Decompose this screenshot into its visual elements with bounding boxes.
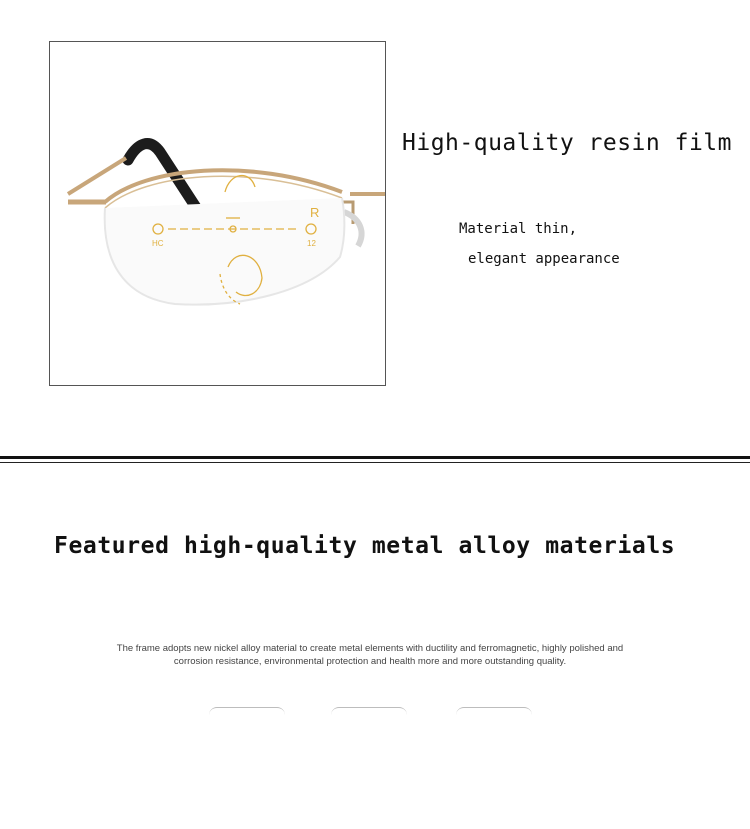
section-divider-thin (0, 462, 750, 463)
resin-film-heading: High-quality resin film (402, 130, 732, 156)
lens-mark-hc: HC (152, 239, 164, 248)
detail-thumbnail-2 (331, 707, 407, 720)
description-line-2: corrosion resistance, environmental protection and health more and more outstanding quality. (173, 656, 567, 667)
lens-mark-12: 12 (307, 239, 316, 248)
resin-film-line-1: Material thin, (459, 221, 578, 237)
metal-alloy-description (60, 642, 680, 668)
detail-thumbnail-1 (209, 707, 285, 720)
description-line-1: The frame adopts new nickel alloy material to create metal elements with ductility and ferromagnetic, highly polished and (116, 643, 624, 654)
glasses-image (50, 42, 385, 385)
product-photo (49, 41, 386, 386)
detail-thumbnail-3 (456, 707, 532, 720)
resin-film-line-2: elegant appearance (468, 251, 620, 267)
section-divider (0, 456, 750, 459)
lens-mark-r: R (310, 205, 320, 220)
metal-alloy-heading: Featured high-quality metal alloy materials (54, 533, 676, 559)
